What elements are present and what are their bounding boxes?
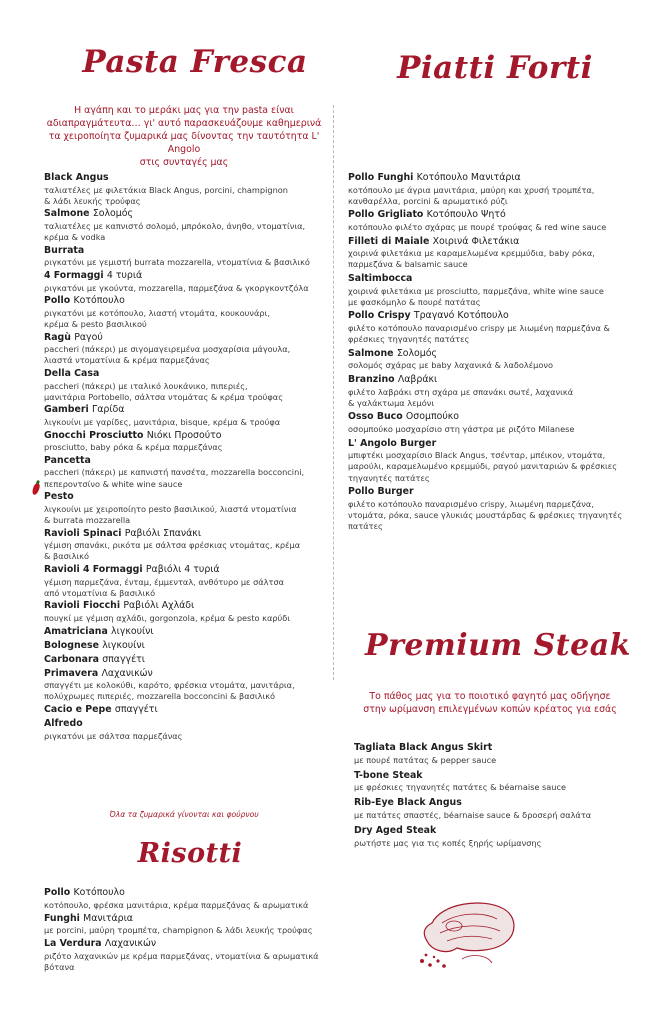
menu-item-description: κοτόπουλο φιλέτο σχάρας με πουρέ τρούφας & red wine sauce xyxy=(348,221,607,232)
menu-item-title: T-bone Steak xyxy=(354,769,423,781)
menu-item-name xyxy=(44,654,324,667)
menu-item-description: από ντοματίνια & βασιλικό xyxy=(44,587,156,598)
menu-item xyxy=(44,430,324,454)
menu-item-description: φιλέτο κοτόπουλο παναρισμένο crispy, λιωμένη παρμεζάνα, xyxy=(348,498,594,509)
menu-item-description: μαρούλι, καραμελωμένο κρεμμύδι, ραγού μανιταριών & φρέσκιες xyxy=(348,461,618,472)
menu-item-description: γέμιση παρμεζάνα, ένταμ, έμμενταλ, ανθότυρο με σάλτσα xyxy=(44,576,285,587)
menu-item-name xyxy=(44,404,324,417)
menu-item-description: τηγανητές πατάτες xyxy=(348,472,430,483)
menu-item xyxy=(354,825,624,849)
menu-item xyxy=(44,455,324,490)
menu-item-description: φρέσκιες τηγανητές πατάτες xyxy=(348,334,470,345)
menu-item-description: πολύχρωμες πιπεριές, mozzarella bocconcini & βασιλικό xyxy=(44,691,276,702)
menu-item xyxy=(348,411,623,435)
pasta-menu-list xyxy=(44,172,324,743)
menu-item-description: ριγκατόνι με γεμιστή burrata mozzarella, ντοματίνια & βασιλικό xyxy=(44,257,310,268)
menu-item-greek-name: Ραβιόλι Αχλάδι xyxy=(123,600,195,612)
menu-item-description: ταλιατέλες με φιλετάκια Black Angus, porcini, champignon xyxy=(44,184,288,195)
menu-item-name xyxy=(348,374,623,387)
menu-item-greek-name: Κοτόπουλο Ψητό xyxy=(426,209,506,221)
menu-item-description: φιλέτο λαβράκι στη σχάρα με σπανάκι σωτέ, λαχανικά xyxy=(348,386,574,397)
menu-item-title: Pollo Grigliato xyxy=(348,209,424,221)
menu-item-description: paccheri (πάκερι) με σιγομαγειρεμένα μοσχαρίσια μάγουλα, xyxy=(44,344,291,355)
menu-item xyxy=(44,528,324,563)
steak-illustration-icon xyxy=(412,893,522,973)
menu-item-description: παρμεζάνα & balsamic sauce xyxy=(348,259,468,270)
menu-item-name xyxy=(44,704,324,717)
menu-item-description: & βασιλικό xyxy=(44,551,90,562)
menu-item-title: Rib-Eye Black Angus xyxy=(354,797,462,809)
menu-item-name xyxy=(348,486,623,499)
menu-item-greek-name: Λαβράκι xyxy=(397,374,438,386)
menu-item-name xyxy=(348,236,623,249)
menu-item xyxy=(348,209,623,233)
menu-item-name xyxy=(348,348,623,361)
menu-item-description: ντομάτα, ρόκα, sauce γλυκιάς μουστάρδας & φρέσκιες τηγανητές xyxy=(348,509,623,520)
menu-item-title: Gnocchi Prosciutto xyxy=(44,429,144,441)
menu-item-title: Pollo Crispy xyxy=(348,310,411,322)
menu-item-title: Ravioli Fiocchi xyxy=(44,600,121,612)
menu-item-description: σπαγγέτι με κολοκύθι, καρότο, φρέσκια ντομάτα, μανιτάρια, xyxy=(44,680,295,691)
menu-item-name xyxy=(44,564,324,577)
pasta-intro-line: Η αγάπη και το μεράκι μας για την pasta είναι xyxy=(74,105,294,116)
menu-item-title: Osso Buco xyxy=(348,411,403,423)
menu-item xyxy=(44,668,324,703)
menu-item xyxy=(44,270,324,294)
menu-item xyxy=(348,348,623,372)
menu-item xyxy=(348,273,623,308)
menu-item-description: & burrata mozzarella xyxy=(44,514,131,525)
menu-item xyxy=(348,438,623,484)
menu-item-description: γέμιση σπανάκι, ρικότα με σάλτσα φρέσκιας ντομάτας, κρέμα xyxy=(44,540,301,551)
steak-menu-list xyxy=(354,742,624,853)
menu-item-name xyxy=(348,209,623,222)
menu-item-name xyxy=(44,332,324,345)
menu-item-description: μανιτάρια Portobello, σάλτσα ντομάτας & κρέμα τρούφας xyxy=(44,391,284,402)
menu-item-greek-name: Χοιρινά Φιλετάκια xyxy=(432,235,520,247)
menu-item xyxy=(44,938,334,973)
menu-item-name xyxy=(44,668,324,681)
menu-item-greek-name: λιγκουίνι xyxy=(111,625,154,637)
menu-item-greek-name: Οσομπούκο xyxy=(405,411,460,423)
menu-item-greek-name: Γαρίδα xyxy=(91,404,125,416)
menu-item-description: κανθαρέλλα, porcini & αρωματικό ρύζι xyxy=(348,195,508,206)
menu-item-title: Pollo xyxy=(44,887,71,898)
menu-item-description: ρωτήστε μας για τις κοπές ξηρής ωρίμανσης xyxy=(354,837,542,848)
menu-item-name xyxy=(348,273,623,286)
menu-item-description: μπιφτέκι μοσχαρίσιο Black Angus, τσένταρ, μπέικον, ντομάτα, xyxy=(348,450,606,461)
menu-item xyxy=(44,600,324,624)
menu-item-title: Amatriciana xyxy=(44,625,108,637)
menu-item-description: βότανα xyxy=(44,962,75,973)
chili-pepper-icon xyxy=(31,482,41,495)
menu-item-title: L' Angolo Burger xyxy=(348,437,437,449)
menu-item-name xyxy=(354,825,624,838)
menu-item xyxy=(44,245,324,269)
menu-item-description: χοιρινά φιλετάκια με καραμελωμένα κρεμμύδια, baby ρόκα, xyxy=(348,248,595,259)
menu-item-greek-name: Ραβιόλι 4 τυριά xyxy=(145,564,220,576)
menu-item-description: με φασκόμηλο & πουρέ πατάτας xyxy=(348,296,481,307)
menu-item-description: κρέμα & pesto βασιλικού xyxy=(44,318,147,329)
menu-item-name xyxy=(44,718,324,731)
menu-item-title: 4 Formaggi xyxy=(44,270,104,282)
menu-item-greek-name: Νιόκι Προσούτο xyxy=(146,429,222,441)
menu-item-description: λιγκουίνι με χειροποίητο pesto βασιλικού, λιαστά ντοματίνια xyxy=(44,503,297,514)
menu-item xyxy=(348,486,623,532)
menu-item-greek-name: σπαγγέτι xyxy=(114,704,158,716)
menu-item-description: οσομπούκο μοσχαρίσιο στη γάστρα με ριζότο Milanese xyxy=(348,423,575,434)
menu-item-name xyxy=(348,411,623,424)
menu-item xyxy=(44,295,324,330)
menu-item-description: πεπεροντσίνο & white wine sauce xyxy=(44,478,183,489)
menu-item-description: με φρέσκιες τηγανητές πατάτες & béarnaise sauce xyxy=(354,782,567,793)
menu-item-name xyxy=(44,208,324,221)
risotti-menu-list xyxy=(44,887,334,975)
piatti-forti-title: Piatti Forti xyxy=(397,50,593,86)
menu-item-name xyxy=(354,797,624,810)
menu-item xyxy=(44,913,334,937)
menu-item-title: Della Casa xyxy=(44,368,100,380)
menu-item-description: λιαστά ντοματίνια & κρέμα παρμεζάνας xyxy=(44,355,210,366)
menu-item xyxy=(44,654,324,667)
menu-item-description: πουγκί με γέμιση αχλάδι, gorgonzola, κρέμα & pesto καρύδι xyxy=(44,612,291,623)
steak-intro-line: στην ωρίμανση επιλεγμένων κοπών κρέατος για εσάς xyxy=(363,704,617,715)
menu-item-greek-name: Τραγανό Κοτόπουλο xyxy=(413,310,509,322)
menu-item-name xyxy=(44,626,324,639)
menu-item-title: Salmone xyxy=(44,208,90,220)
menu-item xyxy=(354,770,624,794)
pasta-intro-line: στις συνταγές μας xyxy=(139,157,229,168)
menu-item-greek-name: λιγκουίνι xyxy=(102,639,145,651)
menu-item-title: Pollo Burger xyxy=(348,486,414,498)
menu-item-name xyxy=(348,310,623,323)
menu-item-title: Salmone xyxy=(348,347,394,359)
menu-item-name xyxy=(44,455,324,468)
steak-intro xyxy=(355,690,625,716)
menu-item-description: φιλέτο κοτόπουλο παναρισμένο crispy με λιωμένη παρμεζάνα & xyxy=(348,322,610,333)
menu-item-description: λιγκουίνι με γαρίδες, μανιτάρια, bisque, κρέμα & τρούφα xyxy=(44,416,281,427)
menu-item xyxy=(348,236,623,271)
menu-item-name xyxy=(348,438,623,451)
menu-item-title: La Verdura xyxy=(44,938,102,950)
menu-item-title: Ragù xyxy=(44,331,71,343)
menu-item xyxy=(44,564,324,599)
premium-steak-title: Premium Steak xyxy=(365,628,631,663)
menu-item-greek-name: 4 τυριά xyxy=(106,270,143,282)
menu-item-name xyxy=(354,770,624,783)
menu-item xyxy=(44,332,324,367)
menu-item-description: prosciutto, baby ρόκα & κρέμα παρμεζάνας xyxy=(44,442,223,453)
pasta-intro xyxy=(44,104,324,169)
menu-item-name xyxy=(44,368,324,381)
menu-item-description: paccheri (πάκερι) με καπνιστή πανσέτα, mozzarella bocconcini, xyxy=(44,467,305,478)
menu-item xyxy=(44,491,324,526)
menu-item-title: Pollo xyxy=(44,295,71,307)
menu-item xyxy=(44,368,324,403)
column-divider xyxy=(333,105,334,680)
menu-item-greek-name: Σολομός xyxy=(92,208,133,220)
menu-item-greek-name: Κοτόπουλο xyxy=(73,295,125,307)
menu-item-title: Alfredo xyxy=(44,718,83,730)
menu-item-title: Gamberi xyxy=(44,404,89,416)
menu-item-name xyxy=(44,172,324,185)
menu-item-title: Ravioli Spinaci xyxy=(44,527,122,539)
menu-item-title: Dry Aged Steak xyxy=(354,825,437,837)
pasta-intro-line: αδιαπραγμάτευτα… γι' αυτό παρασκευάζουμε καθημερινά xyxy=(46,118,322,129)
menu-item xyxy=(348,172,623,207)
menu-item-name xyxy=(44,528,324,541)
menu-item xyxy=(44,404,324,428)
menu-item-description: κρέμα & vodka xyxy=(44,232,106,243)
menu-item-title: Pollo Funghi xyxy=(348,172,414,183)
menu-item xyxy=(44,208,324,243)
menu-item-name xyxy=(44,913,334,926)
menu-item xyxy=(44,887,334,911)
menu-item-description: ριγκατόνι με κοτόπουλο, λιαστή ντομάτα, κουκουνάρι, xyxy=(44,307,270,318)
menu-item-description: χοιρινά φιλετάκια με prosciutto, παρμεζάνα, white wine sauce xyxy=(348,285,604,296)
menu-item-description: ριγκατόνι με σάλτσα παρμεζάνας xyxy=(44,730,183,741)
menu-item-title: Cacio e Pepe xyxy=(44,704,112,716)
menu-item-title: Bolognese xyxy=(44,639,99,651)
menu-item-greek-name: Μανιτάρια xyxy=(83,912,133,924)
menu-item-title: Carbonara xyxy=(44,653,99,665)
menu-item-title: Primavera xyxy=(44,667,99,679)
menu-item-greek-name: Κοτόπουλο xyxy=(73,887,125,898)
menu-item-title: Tagliata Black Angus Skirt xyxy=(354,742,493,753)
menu-item xyxy=(44,626,324,639)
pasta-intro-line: τα χειροποίητα ζυμαρικά μας δίνοντας την ταυτότητα L' Angolo xyxy=(48,131,320,155)
menu-item-description: ταλιατέλες με καπνιστό σολομό, μπρόκολο, άνηθο, ντοματίνια, xyxy=(44,220,306,231)
menu-item-greek-name: Ραγού xyxy=(74,331,103,343)
menu-item xyxy=(44,640,324,653)
menu-item-title: Pesto xyxy=(44,491,74,503)
menu-item-description: σολομός σχάρας με baby λαχανικά & λαδολέμονο xyxy=(348,360,553,371)
menu-item-description: ριγκατόνι με γκούντα, mozzarella, παρμεζάνα & γκοργκοντζόλα xyxy=(44,282,309,293)
menu-item-description: & γαλάκτωμα λεμόνι xyxy=(348,397,435,408)
menu-item xyxy=(354,742,624,766)
menu-item-description: ριζότο λαχανικών με κρέμα παρμεζάνας, ντοματίνια & αρωματικά xyxy=(44,950,319,961)
menu-item xyxy=(348,310,623,345)
menu-item-greek-name: Λαχανικών xyxy=(101,667,153,679)
menu-item-title: Saltimbocca xyxy=(348,273,413,285)
menu-item-description: με porcini, μαύρη τρομπέτα, champignon & λάδι λευκής τρούφας xyxy=(44,925,313,936)
menu-item-greek-name: σπαγγέτι xyxy=(102,653,145,665)
menu-item-name xyxy=(354,742,624,755)
menu-item-name xyxy=(348,172,623,185)
menu-item-greek-name: Κοτόπουλο Μανιτάρια xyxy=(416,172,521,183)
menu-item xyxy=(44,704,324,717)
menu-item-description: paccheri (πάκερι) με ιταλικό λουκάνικο, πιπεριές, xyxy=(44,380,248,391)
menu-item-title: Filleti di Maiale xyxy=(348,235,430,247)
menu-item-name xyxy=(44,295,324,308)
menu-item-name xyxy=(44,430,324,443)
menu-item xyxy=(44,718,324,742)
menu-item-description: με πατάτες σπαστές, béarnaise sauce & δροσερή σαλάτα xyxy=(354,809,592,820)
menu-item-name xyxy=(44,270,324,283)
piatti-menu-list xyxy=(348,172,623,535)
menu-item-name xyxy=(44,245,324,258)
menu-item-title: Ravioli 4 Formaggi xyxy=(44,564,143,576)
menu-item-name xyxy=(44,887,334,900)
menu-item-name xyxy=(44,600,324,613)
menu-item-title: Black Angus xyxy=(44,172,109,183)
menu-item-name xyxy=(44,491,324,504)
menu-item-title: Burrata xyxy=(44,244,85,256)
menu-item xyxy=(44,172,324,207)
menu-item xyxy=(348,374,623,409)
menu-item-description: & λάδι λευκής τρούφας xyxy=(44,195,141,206)
risotti-title: Risotti xyxy=(137,838,243,869)
menu-item-title: Branzino xyxy=(348,374,395,386)
menu-item-description: κοτόπουλο με άγρια μανιτάρια, μαύρη και χρυσή τρομπέτα, xyxy=(348,184,595,195)
menu-item-name xyxy=(44,938,334,951)
menu-item-description: με πουρέ πατάτας & pepper sauce xyxy=(354,754,497,765)
menu-item-description: πατάτες xyxy=(348,521,383,532)
menu-item-greek-name: Σολομός xyxy=(396,347,437,359)
menu-item-title: Funghi xyxy=(44,912,80,924)
pasta-fresca-title: Pasta Fresca xyxy=(82,44,308,80)
menu-item-description: κοτόπουλο, φρέσκα μανιτάρια, κρέμα παρμεζάνας & αρωματικά xyxy=(44,899,309,910)
menu-item-name xyxy=(44,640,324,653)
menu-item-title: Pancetta xyxy=(44,454,91,466)
menu-item-greek-name: Ραβιόλι Σπανάκι xyxy=(124,527,202,539)
menu-item xyxy=(354,797,624,821)
pasta-note: Όλα τα ζυμαρικά γίνονται και φούρνου xyxy=(109,810,259,819)
menu-item-greek-name: Λαχανικών xyxy=(104,938,157,950)
steak-intro-line: Το πάθος μας για το ποιοτικό φαγητό μας οδήγησε xyxy=(369,691,611,702)
